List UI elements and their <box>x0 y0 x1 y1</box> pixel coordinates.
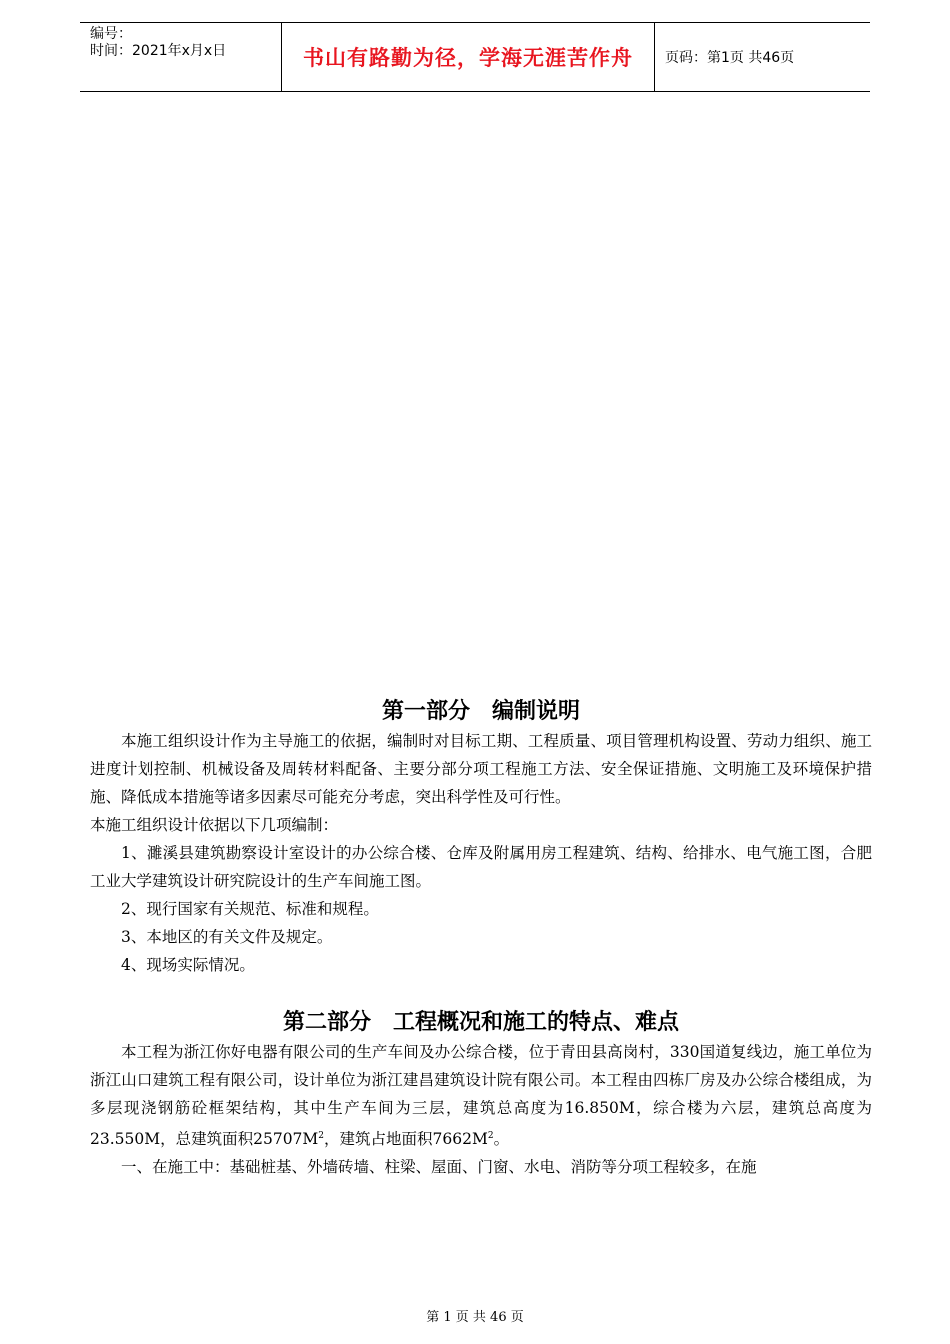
section2-title: 第二部分 工程概况和施工的特点、难点 <box>282 1010 679 1035</box>
section2-paragraph: 一、在施工中：基础桩基、外墙砖墙、柱梁、屋面、门窗、水电、消防等分项工程较多，在施 <box>121 1158 757 1177</box>
section1-paragraph: 本施工组织设计作为主导施工的依据，编制时对目标工期、工程质量、项目管理机构设置、劳动力组织、施工进度计划控制、机械设备及周转材料配备、主要分部分项工程施工方法、安全保证措施、文明施工及环境保护措施、降低成本措施等诸多因素尽可能充分考虑，突出科学性及可行性。 <box>90 732 872 806</box>
time-label: 时间：2021年x月x日 <box>90 43 227 59</box>
page-footer: 第 1 页 共 46 页 <box>426 1310 524 1325</box>
number-label: 编号： <box>90 26 132 42</box>
section1-list-item: 2、现行国家有关规范、标准和规程。 <box>121 900 379 918</box>
page-header <box>80 22 870 92</box>
section1-list-item: 3、本地区的有关文件及规定。 <box>121 928 333 946</box>
area-superscript: 2 <box>487 1131 494 1141</box>
header-motto: 书山有路勤为径，学海无涯苦作舟 <box>281 23 655 91</box>
section1-title: 第一部分 编制说明 <box>381 699 580 724</box>
section2-para1-end: 。 <box>493 1130 510 1149</box>
section1-list-item: 1、濉溪县建筑勘察设计室设计的办公综合楼、仓库及附属用房工程建筑、结构、给排水、电气施工图，合肥工业大学建筑设计研究院设计的生产车间施工图。 <box>90 844 872 890</box>
section1-list-item: 4、现场实际情况。 <box>121 956 255 974</box>
document-body <box>90 690 872 1181</box>
header-page-info: 页码：第1页 共46页 <box>665 50 795 66</box>
section1-paragraph: 本施工组织设计依据以下几项编制： <box>90 816 339 834</box>
section2-para1-main: 本工程为浙江你好电器有限公司的生产车间及办公综合楼，位于青田县高岗村，330国道复线边，施工单位为浙江山口建筑工程有限公司，设计单位为浙江建昌建筑设计院有限公司。本工程由四栋厂房及办公综合楼组成，为多层现浇钢筋砼框架结构，其中生产车间为三层，建筑总高度为16.850M，综合楼为六层，建筑总高度为23.550M，总建筑面积25707M <box>90 1043 872 1149</box>
header-meta <box>80 23 281 91</box>
section2-paragraph <box>90 1038 872 1153</box>
area-superscript: 2 <box>318 1131 325 1141</box>
section2-para1-mid: ，建筑占地面积7662M <box>324 1130 488 1149</box>
